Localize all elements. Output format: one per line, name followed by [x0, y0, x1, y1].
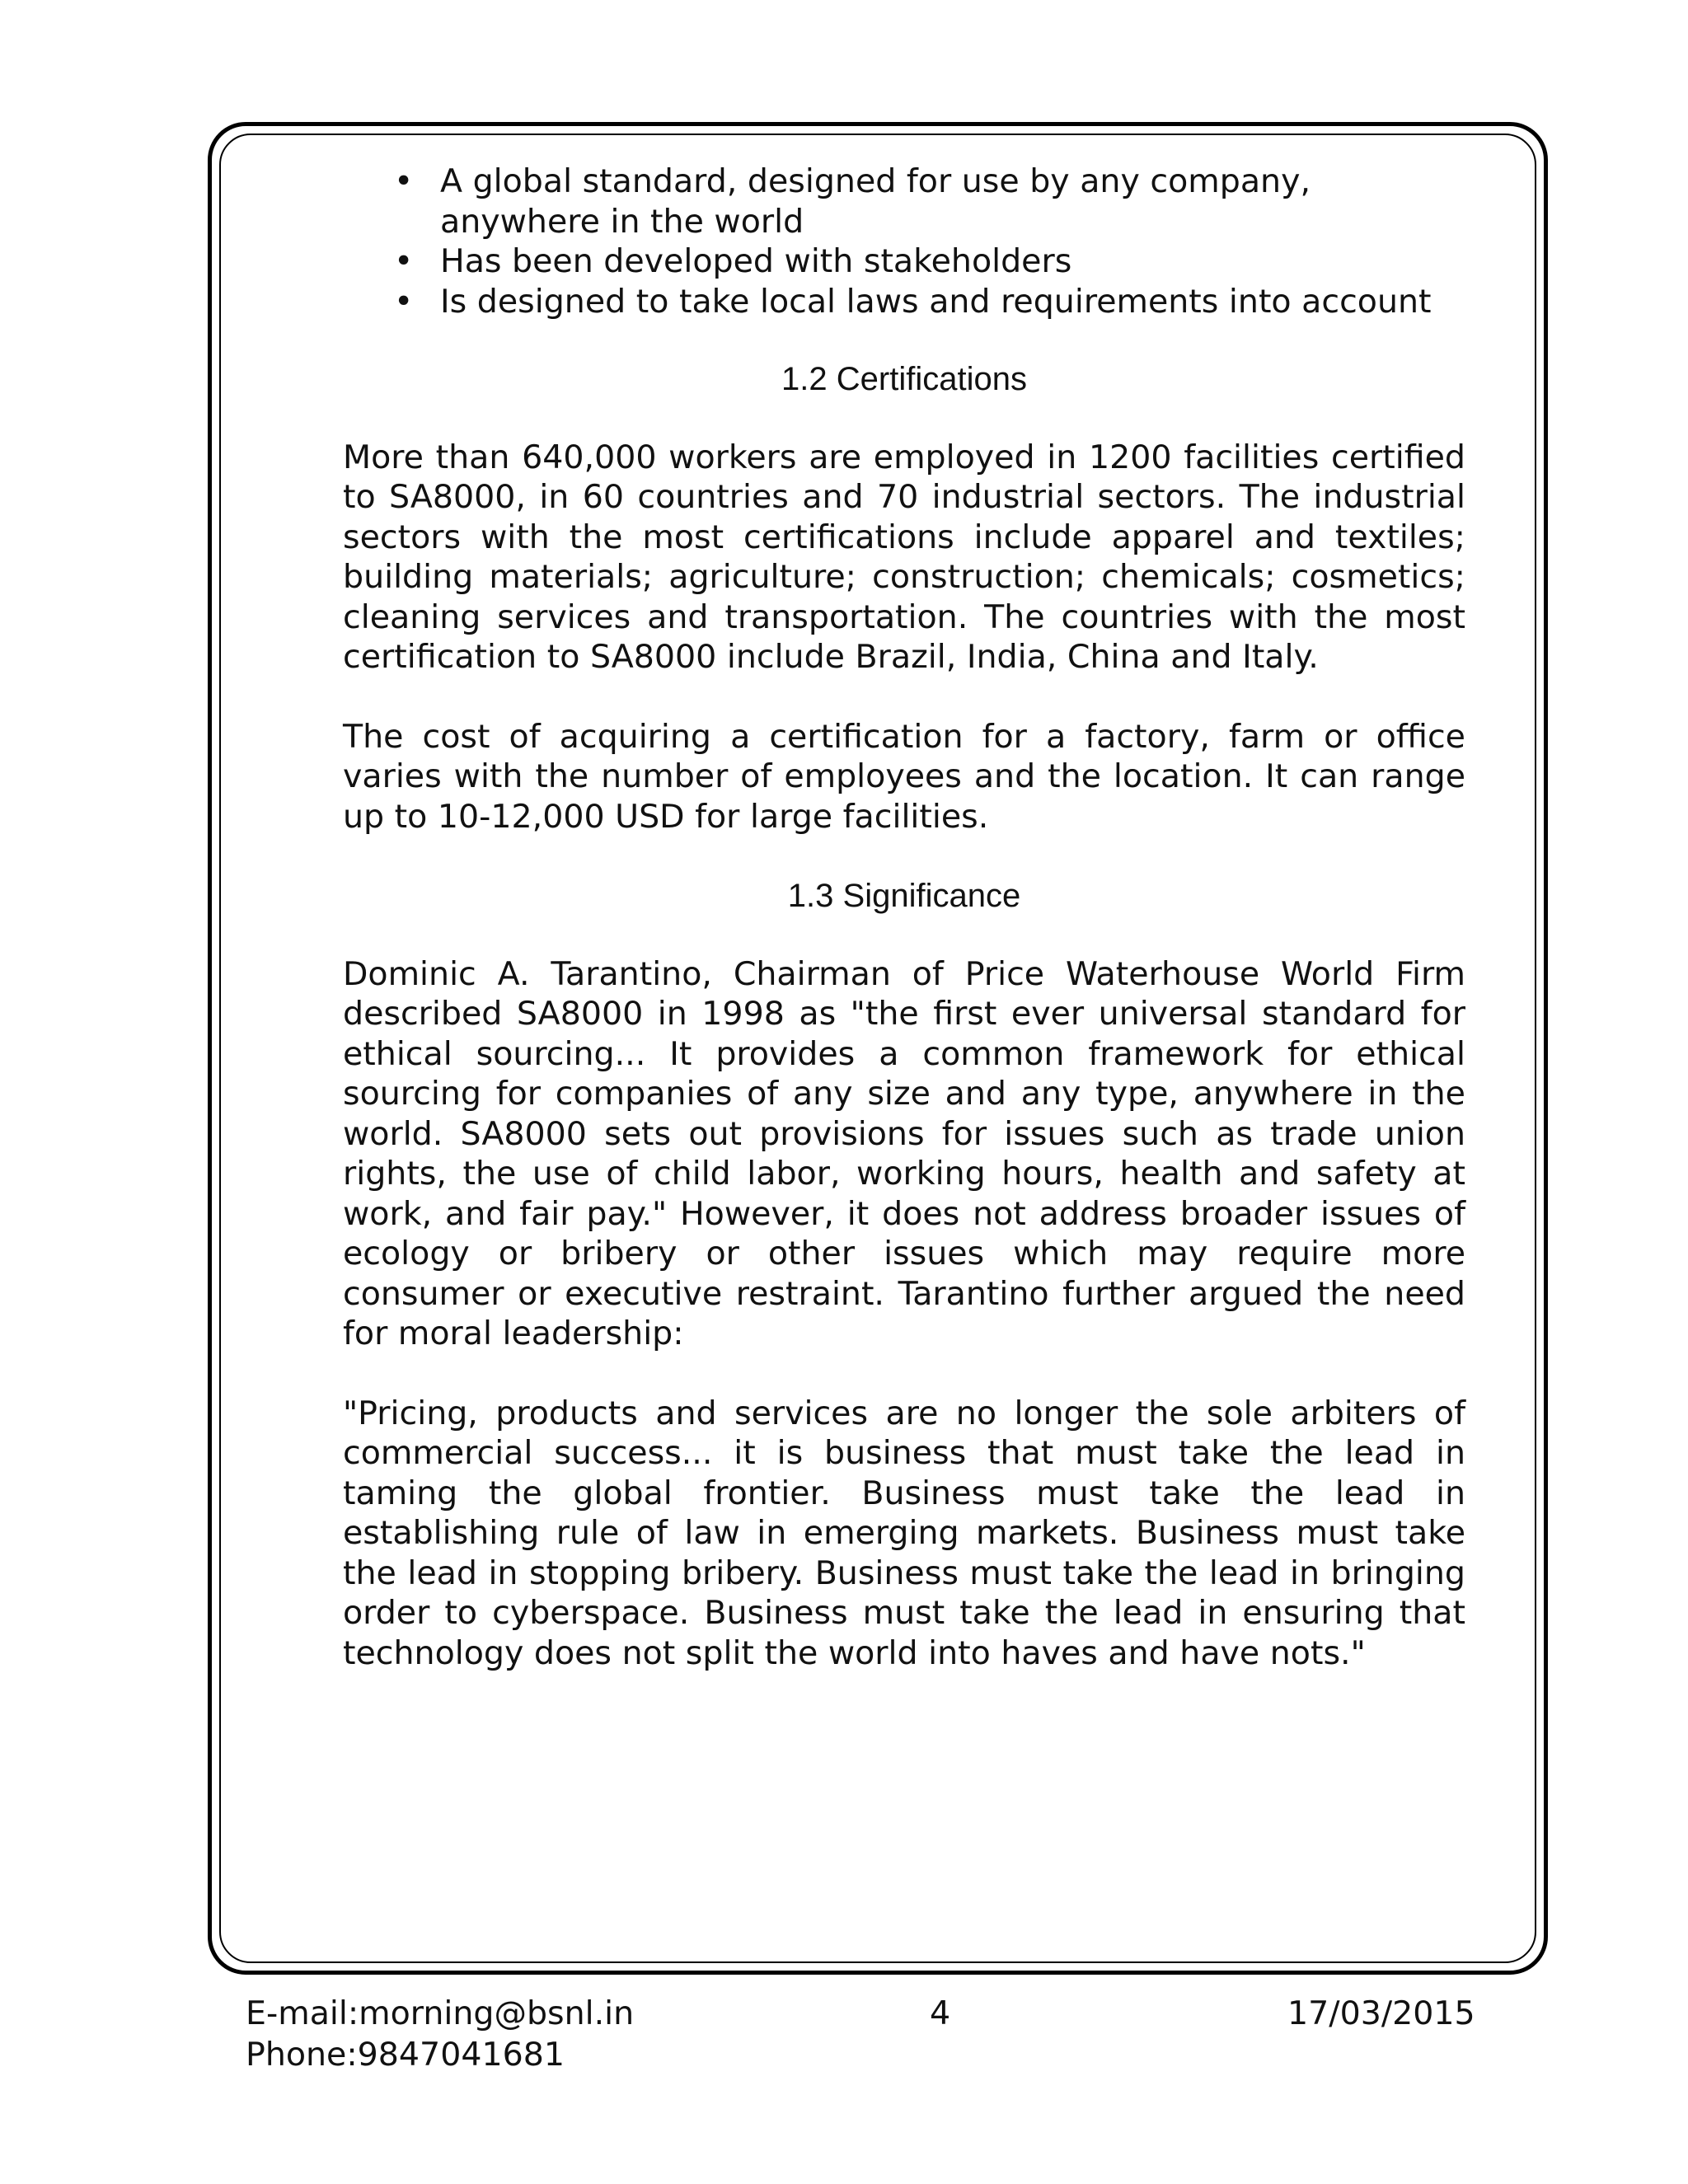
quote-paragraph: "Pricing, products and services are no longer the sole arbiters of commercial success... it is business that must take the lead in taming the global frontier. Business must take the lead in establishing rule of law in emerging markets. Business must take the lead in stopping bribery. Business must take the lead in bringing order to cyberspace. Business must take the lead in ensuring that technology does not split the world into haves and have nots."	[343, 1394, 1465, 1672]
list-item	[394, 241, 1465, 282]
section-heading-significance: 1.3 Significance	[787, 878, 1021, 914]
list-item	[394, 162, 1465, 241]
paragraph: More than 640,000 workers are employed in 1200 facilities certified to SA8000, in 60 countries and 70 industrial sectors. The industrial sectors with the most certifications include apparel and textiles; building materials; agriculture; construction; chemicals; cosmetics; cleaning services and transportation. The countries with the most certification to SA8000 include Brazil, India, China and Italy.	[343, 438, 1465, 676]
bullet-icon: •	[394, 282, 414, 321]
footer-email: E-mail:morning@bsnl.in	[246, 1994, 635, 2032]
list-item-text: A global standard, designed for use by any company,	[440, 162, 1311, 200]
footer-phone: Phone:9847041681	[246, 2036, 565, 2074]
list-item-text: Is designed to take local laws and requirements into account	[440, 282, 1432, 321]
page-number: 4	[930, 1994, 951, 2032]
paragraph: The cost of acquiring a certification for a factory, farm or office varies with the number of employees and the location. It can range up to 10-12,000 USD for large facilities.	[343, 717, 1465, 836]
bullet-icon: •	[394, 162, 414, 200]
page-content	[343, 162, 1465, 1713]
section-heading-certifications: 1.2 Certifications	[781, 361, 1027, 397]
bullet-icon: •	[394, 242, 414, 280]
paragraph: Dominic A. Tarantino, Chairman of Price Waterhouse World Firm described SA8000 in 1998 as "the first ever universal standard for ethical sourcing... It provides a common framework for ethical sourcing for companies of any size and any type, anywhere in the world. SA8000 sets out provisions for issues such as trade union rights, the use of child labor, working hours, health and safety at work, and fair pay." However, it does not address broader issues of ecology or bribery or other issues which may require more consumer or executive restraint. Tarantino further argued the need for moral leadership:	[343, 954, 1465, 1352]
list-item	[394, 282, 1465, 322]
bullet-list	[343, 162, 1465, 321]
list-item-text: Has been developed with stakeholders	[440, 242, 1072, 280]
footer-contact	[246, 1993, 634, 2075]
footer-date: 17/03/2015	[1287, 1994, 1475, 2032]
list-item-text-continued: anywhere in the world	[440, 202, 804, 241]
